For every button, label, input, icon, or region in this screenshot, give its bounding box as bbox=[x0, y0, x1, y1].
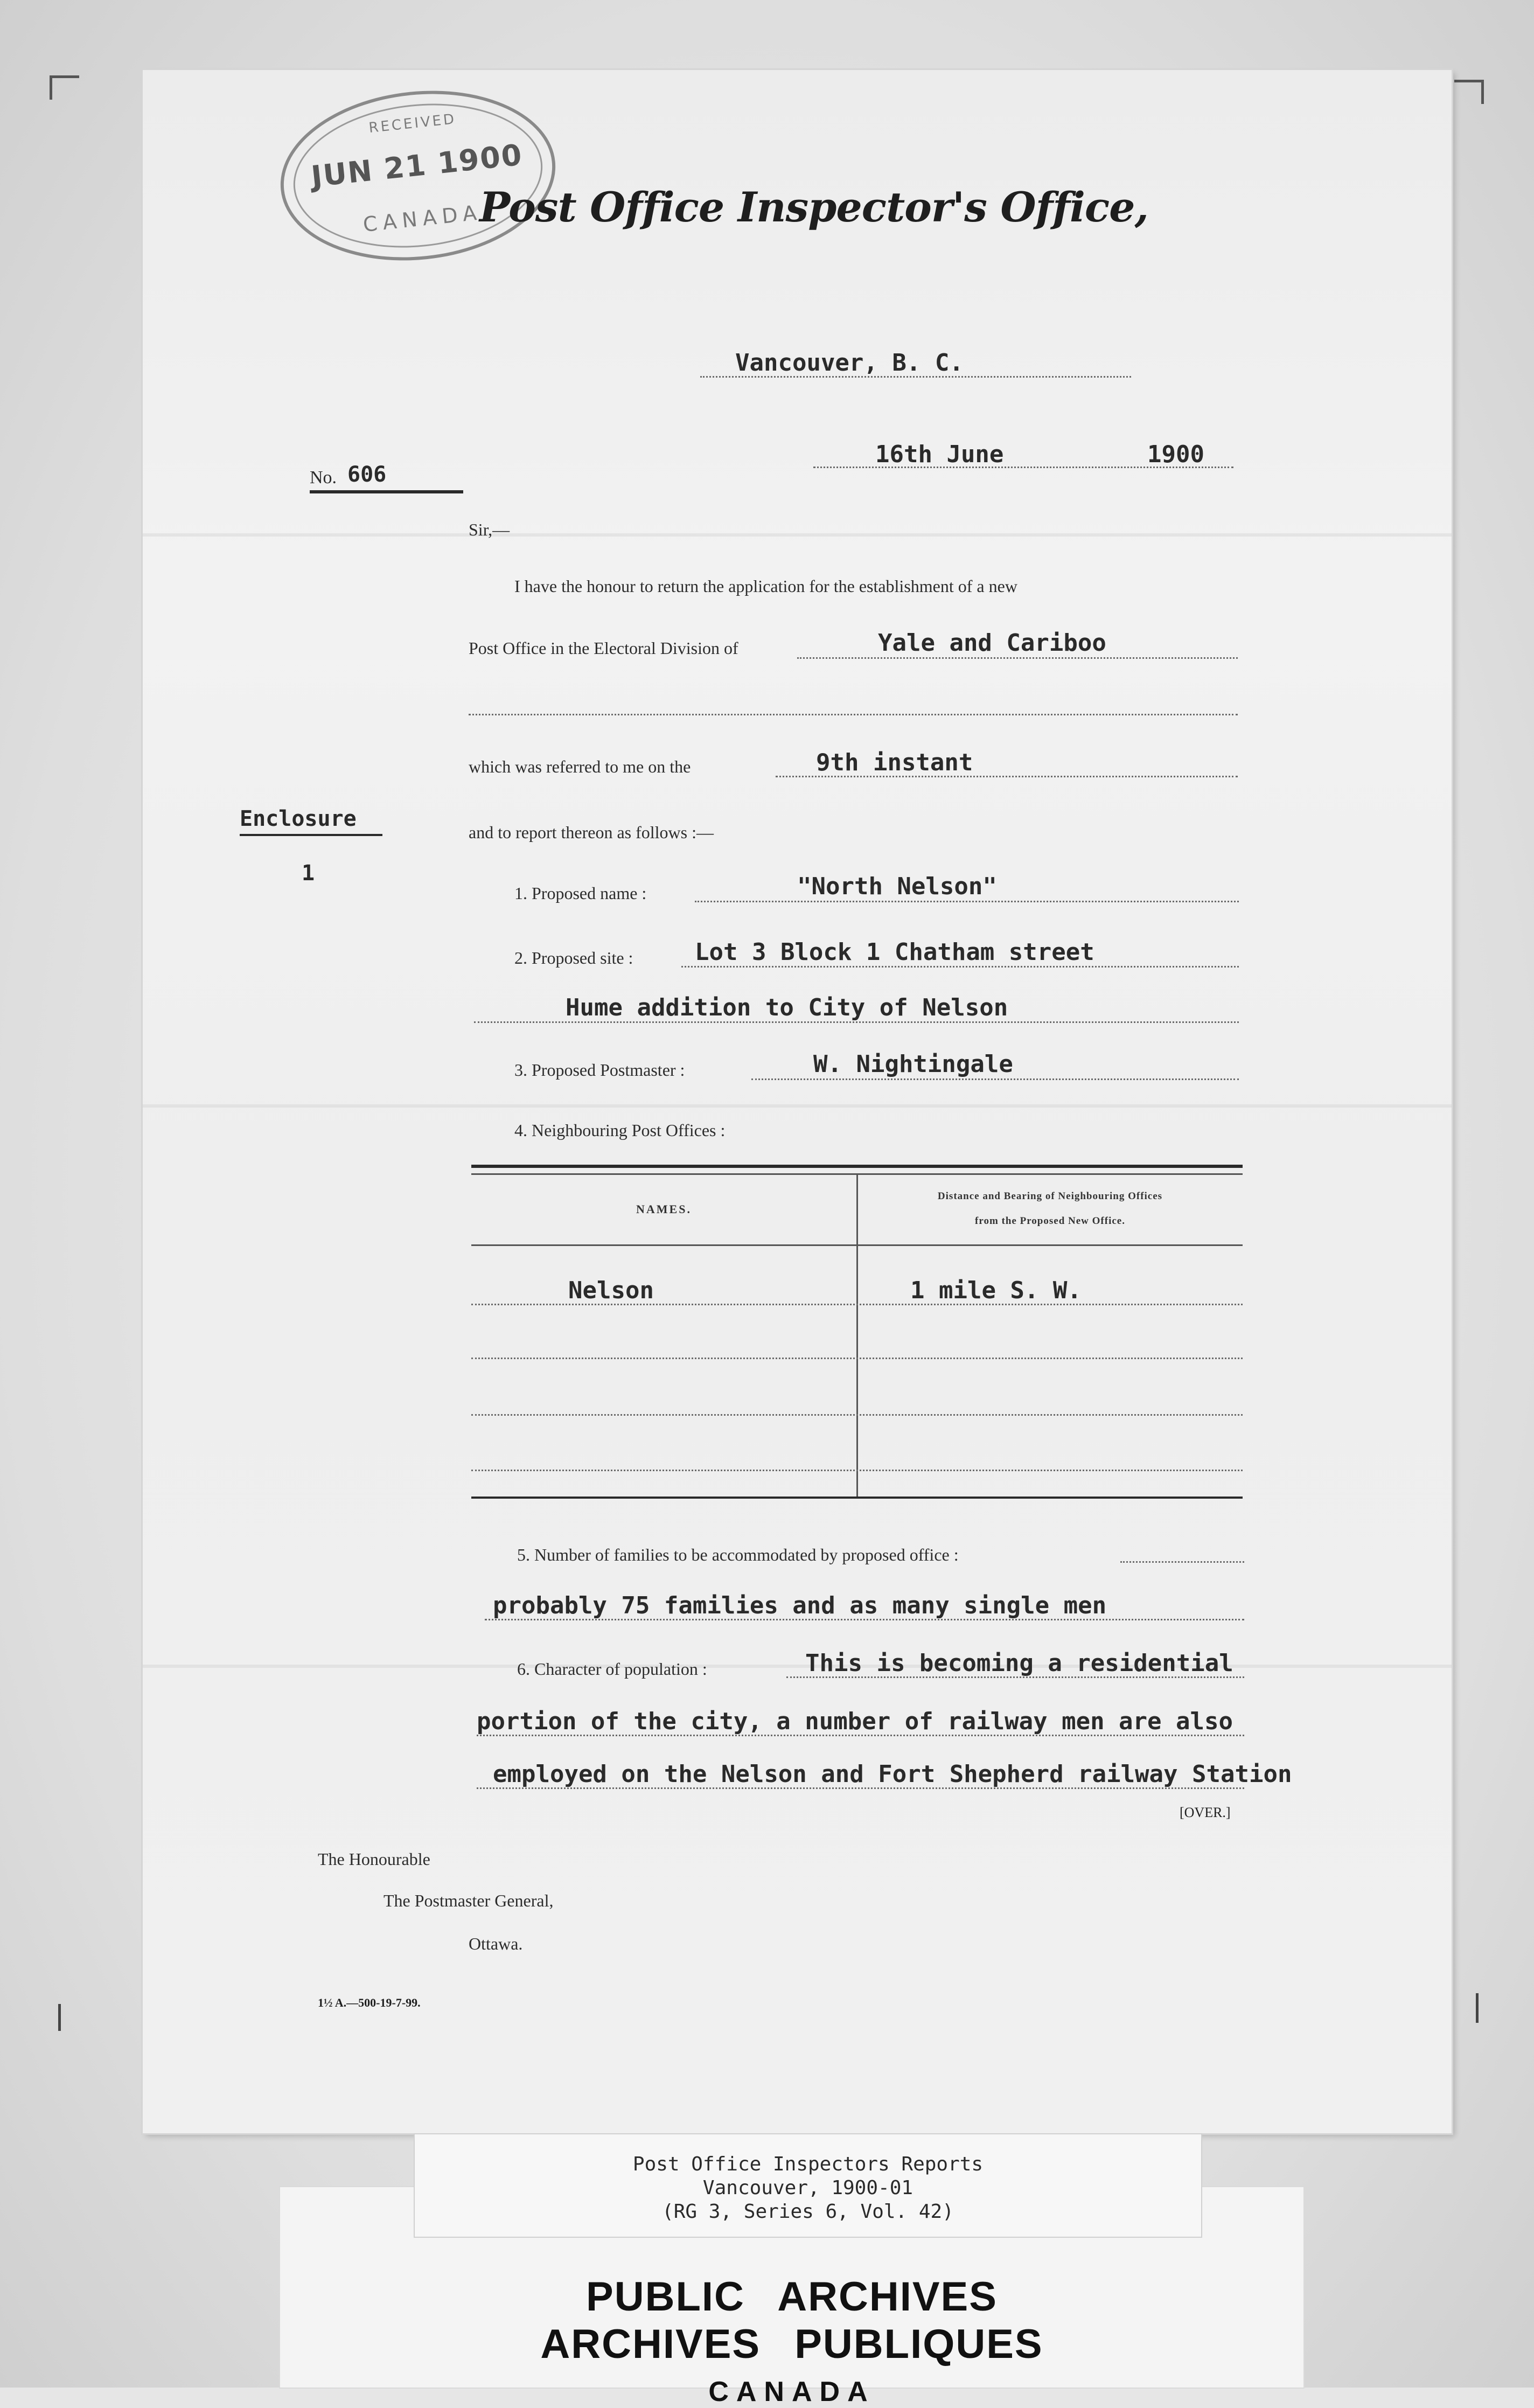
enclosure-underline bbox=[240, 834, 382, 836]
table-row-rule bbox=[471, 1304, 1243, 1305]
site-rule bbox=[681, 966, 1239, 968]
referred-rule bbox=[776, 776, 1238, 777]
table-row-rule bbox=[471, 1414, 1243, 1416]
character-line2: portion of the city, a number of railway men are also bbox=[477, 1708, 1233, 1735]
letter-date: 16th June bbox=[875, 441, 1004, 468]
archives-line3: CANADA bbox=[708, 2376, 875, 2407]
division-value: Yale and Cariboo bbox=[878, 629, 1106, 657]
crop-mark-top-left bbox=[50, 75, 79, 100]
table-header-rule bbox=[471, 1244, 1243, 1246]
referred-value: 9th instant bbox=[816, 749, 973, 776]
place-rule bbox=[700, 376, 1131, 378]
crop-mark-right bbox=[1476, 1993, 1479, 2023]
letter-year: 1900 bbox=[1147, 441, 1204, 468]
character-rule-3 bbox=[477, 1787, 1244, 1789]
enclosure-label: Enclosure bbox=[240, 806, 357, 831]
proposed-postmaster-label: 3. Proposed Postmaster : bbox=[514, 1060, 685, 1080]
table-cell-name: Nelson bbox=[568, 1277, 654, 1304]
table-header-names: NAMES. bbox=[636, 1202, 692, 1216]
referred-label: which was referred to me on the bbox=[469, 757, 691, 776]
character-rule-2 bbox=[477, 1735, 1244, 1736]
table-header-distance-1: Distance and Bearing of Neighbouring Offices bbox=[937, 1191, 1163, 1202]
fold-line bbox=[143, 1104, 1452, 1108]
division-label: Post Office in the Electoral Division of bbox=[469, 638, 738, 658]
division-rule bbox=[797, 657, 1238, 659]
salutation: Sir,— bbox=[469, 520, 510, 539]
addressee-line2: The Postmaster General, bbox=[384, 1891, 554, 1910]
archive-card-line2: Vancouver, 1900-01 bbox=[702, 2177, 914, 2199]
reference-number: 606 bbox=[347, 462, 387, 487]
postmaster-rule bbox=[751, 1078, 1239, 1080]
character-label: 6. Character of population : bbox=[517, 1659, 707, 1679]
table-bottom-rule bbox=[471, 1497, 1243, 1499]
place: Vancouver, B. C. bbox=[735, 349, 964, 377]
stamp-top-text: RECEIVED bbox=[368, 111, 457, 136]
archives-line1: PUBLIC ARCHIVES bbox=[586, 2274, 998, 2320]
archive-card-line3: (RG 3, Series 6, Vol. 42) bbox=[662, 2201, 954, 2223]
table-row-rule bbox=[471, 1470, 1243, 1471]
intro-text: I have the honour to return the application for the establishment of a new bbox=[514, 576, 1017, 596]
crop-mark-top-right bbox=[1454, 80, 1484, 104]
proposed-name-label: 1. Proposed name : bbox=[514, 883, 647, 903]
proposed-site-line2: Hume addition to City of Nelson bbox=[566, 994, 1008, 1021]
fold-line bbox=[143, 533, 1452, 537]
table-top-rule bbox=[471, 1165, 1243, 1168]
addressee-line3: Ottawa. bbox=[469, 1934, 523, 1953]
neighbouring-label: 4. Neighbouring Post Offices : bbox=[514, 1121, 726, 1140]
proposed-site-label: 2. Proposed site : bbox=[514, 948, 633, 968]
document-page bbox=[143, 70, 1452, 2133]
families-value: probably 75 families and as many single men bbox=[493, 1592, 1107, 1619]
character-rule bbox=[786, 1676, 1244, 1678]
enclosure-count: 1 bbox=[302, 861, 315, 886]
form-code: 1½ A.—500-19-7-99. bbox=[318, 1996, 421, 2009]
character-line1: This is becoming a residential bbox=[805, 1650, 1233, 1677]
blank-rule bbox=[469, 714, 1238, 715]
table-row-rule bbox=[471, 1358, 1243, 1359]
over-marker: [OVER.] bbox=[1180, 1805, 1231, 1820]
families-rule-2 bbox=[485, 1619, 1244, 1620]
families-rule bbox=[1120, 1561, 1244, 1563]
proposed-name-value: "North Nelson" bbox=[797, 873, 997, 900]
number-label: No. bbox=[310, 468, 337, 488]
archive-card-line1: Post Office Inspectors Reports bbox=[632, 2153, 984, 2175]
addressee-line1: The Honourable bbox=[318, 1849, 430, 1869]
archives-line2: ARCHIVES PUBLIQUES bbox=[540, 2321, 1043, 2367]
page-title: Post Office Inspector's Office, bbox=[479, 183, 1148, 231]
number-underline bbox=[310, 490, 463, 493]
archive-reference-card bbox=[415, 2134, 1201, 2237]
report-label: and to report thereon as follows :— bbox=[469, 823, 714, 842]
stamp-date: JUN 21 1900 bbox=[309, 137, 525, 194]
families-label: 5. Number of families to be accommodated by proposed office : bbox=[517, 1545, 959, 1564]
name-rule bbox=[695, 901, 1239, 902]
crop-mark-left bbox=[58, 2004, 61, 2031]
table-header-distance-2: from the Proposed New Office. bbox=[975, 1215, 1125, 1227]
table-cell-distance: 1 mile S. W. bbox=[910, 1277, 1082, 1304]
date-rule bbox=[813, 467, 1233, 468]
character-line3: employed on the Nelson and Fort Shepherd railway Station bbox=[493, 1760, 1292, 1788]
proposed-site-line1: Lot 3 Block 1 Chatham street bbox=[695, 938, 1094, 966]
fold-line bbox=[143, 1665, 1452, 1668]
site-rule-2 bbox=[474, 1021, 1239, 1023]
stamp-bottom-text: CANADA bbox=[361, 200, 483, 237]
proposed-postmaster-value: W. Nightingale bbox=[813, 1050, 1013, 1078]
